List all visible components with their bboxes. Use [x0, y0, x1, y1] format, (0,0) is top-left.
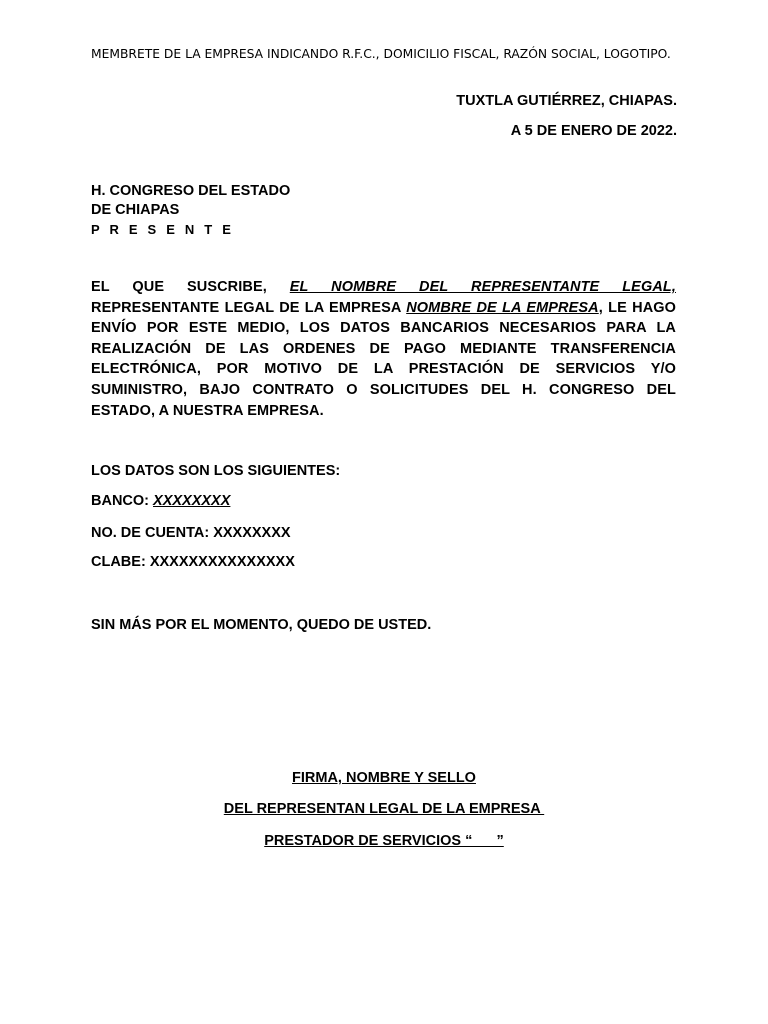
addressee-block — [91, 182, 290, 239]
body-text-1: EL QUE SUSCRIBE, — [91, 279, 290, 295]
presente-line: P R E S E N T E — [91, 222, 235, 237]
addressee-line-2: DE CHIAPAS — [91, 202, 180, 218]
closing-line: SIN MÁS POR EL MOMENTO, QUEDO DE USTED. — [91, 617, 432, 633]
signature-text-1: FIRMA, NOMBRE Y SELLO — [292, 770, 476, 786]
bank-data-intro: LOS DATOS SON LOS SIGUIENTES: — [91, 463, 341, 479]
signature-line-3 — [0, 833, 768, 849]
letterhead-note: MEMBRETE DE LA EMPRESA INDICANDO R.F.C., DOMICILIO FISCAL, RAZÓN SOCIAL, LOGOTIPO. — [91, 47, 671, 61]
clabe-line — [91, 554, 295, 570]
representative-placeholder: EL NOMBRE DEL REPRESENTANTE LEGAL, — [289, 279, 676, 295]
company-placeholder: NOMBRE DE LA EMPRESA — [406, 299, 599, 316]
signature-line-2 — [0, 801, 768, 817]
account-label: NO. DE CUENTA: — [91, 525, 214, 541]
addressee-line-1: H. CONGRESO DEL ESTADO — [91, 183, 291, 199]
account-value: XXXXXXXX — [213, 525, 291, 541]
signature-text-2: DEL REPRESENTAN LEGAL DE LA EMPRESA — [223, 801, 545, 817]
signature-line-1 — [0, 770, 768, 786]
signature-text-3: PRESTADOR DE SERVICIOS “ ” — [264, 833, 504, 849]
date-line: A 5 DE ENERO DE 2022. — [510, 123, 677, 139]
clabe-value: XXXXXXXXXXXXXXX — [149, 554, 295, 570]
body-text-2: REPRESENTANTE LEGAL DE LA EMPRESA — [91, 299, 407, 316]
bank-line — [91, 493, 230, 509]
place-line: TUXTLA GUTIÉRREZ, CHIAPAS. — [456, 93, 677, 109]
body-text-3: , LE HAGO ENVÍO POR ESTE MEDIO, LOS DATOS BANCARIOS NECESARIOS PARA LA REALIZACIÓN DE LAS ORDENES DE PAGO MEDIANTE TRANSFERENCIA ELECTRÓNICA, POR MOTIVO DE LA PRESTACIÓN DE SERVICIOS Y/O SUMINISTRO, BAJO CONTRATO O SOLICITUDES DEL H. CONGRESO DEL ESTADO, A NUESTRA EMPRESA. — [91, 299, 677, 419]
body-paragraph — [91, 277, 676, 421]
bank-value: XXXXXXXX — [153, 493, 231, 509]
clabe-label: CLABE: — [91, 554, 150, 570]
bank-label: BANCO: — [91, 493, 154, 509]
account-line — [91, 525, 291, 541]
